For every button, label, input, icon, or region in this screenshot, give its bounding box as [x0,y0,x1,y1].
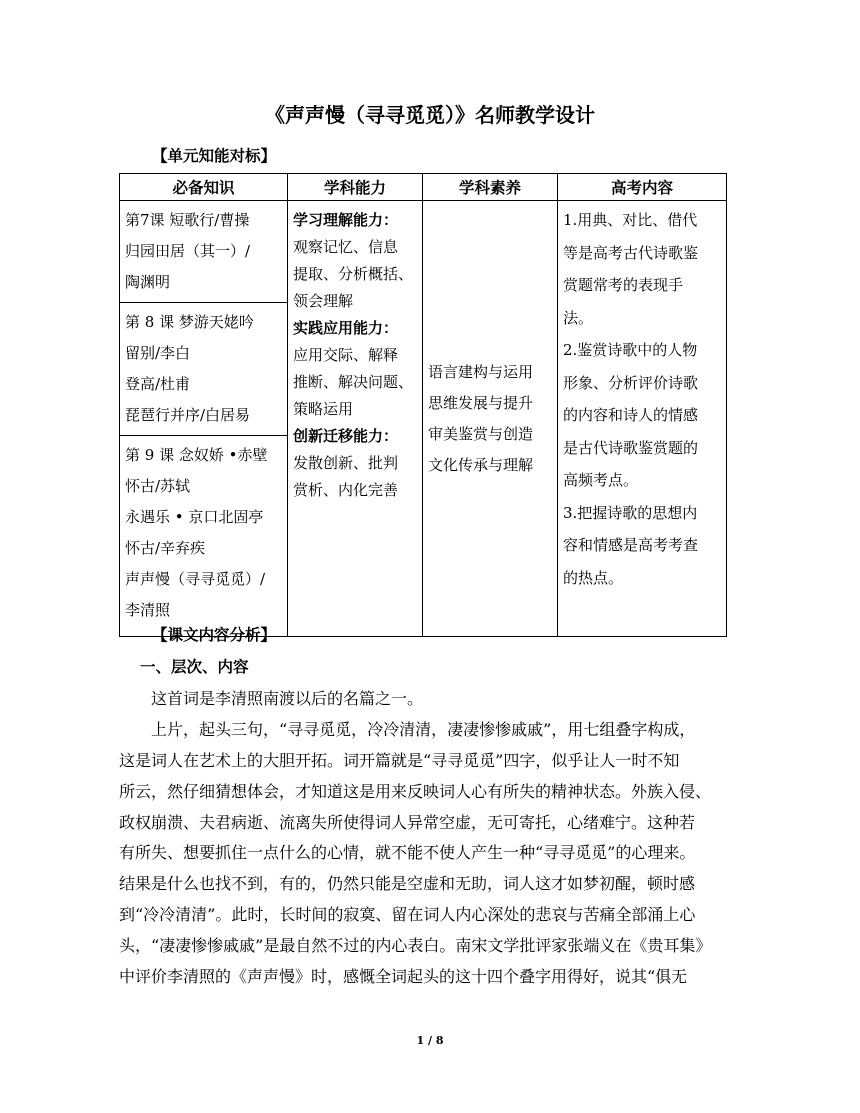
literacy-line: 文化传承与理解 [428,455,534,474]
exam-line: 的内容和诗人的情感 [563,406,699,424]
exam-line: 1.用典、对比、借代 [563,211,698,229]
ability-line: 观察记忆、信息 [293,238,399,256]
lesson-line: 怀古/辛弃疾 [125,539,206,557]
ability-heading: 创新迁移能力： [293,427,399,445]
paragraph-line: 上片，起头三句，“寻寻觅觅，冷冷清清，凄凄惨惨戚戚”，用七组叠字构成， [119,719,696,739]
exam-line: 形象、分析评价诗歌 [563,373,699,392]
header-knowledge: 必备知识 [120,174,288,201]
literacy-line: 思维发展与提升 [428,393,534,412]
exam-line: 是古代诗歌鉴赏题的 [563,438,699,457]
lesson-7-cell [120,201,288,303]
lesson-8-cell [120,303,288,436]
ability-line: 发散创新、批判 [293,454,399,472]
page-title: 《声声慢（寻寻觅觅）》名师教学设计 [265,103,595,127]
lesson-line: 登高/杜甫 [125,375,191,393]
lesson-line: 琵琶行并序/白居易 [125,406,251,424]
ability-cell [288,201,423,637]
exam-line: 2.鉴赏诗歌中的人物 [563,341,698,359]
paragraph-line: 这首词是李清照南渡以后的名篇之一。 [119,689,424,708]
literacy-cell [423,201,558,637]
ability-line: 提取、分析概括、 [293,265,414,283]
lesson-9-cell [120,436,288,637]
literacy-line: 审美鉴赏与创造 [428,424,534,443]
ability-line: 策略运用 [293,400,354,418]
paragraph-line: 有所失、想要抓住一点什么的心情，就不能不使人产生一种“寻寻觅觅”的心理来。 [119,843,696,863]
header-ability: 学科能力 [288,174,423,201]
exam-line: 容和情感是高考考查 [563,536,699,554]
page-number: 1 / 8 [416,1034,444,1047]
lesson-line: 第 9 课 念奴娇 •赤壁 [125,446,268,464]
paragraph-line: 所云，然仔细猜想体会，才知道这是用来反映词人心有所失的精神状态。外族入侵、 [119,781,712,801]
paragraph-line: 结果是什么也找不到，有的，仍然只能是空虚和无助，词人这才如梦初醒，顿时感 [119,874,696,894]
header-literacy: 学科素养 [423,174,558,201]
section-heading-unit-targets: 【单元知能对标】 [152,147,277,165]
lesson-line: 第 8 课 梦游天姥吟 [125,313,254,331]
ability-line: 赏析、内化完善 [293,481,399,499]
ability-heading: 实践应用能力： [293,319,399,337]
lesson-line: 陶渊明 [125,273,171,291]
paragraph-line: 中评价李清照的《声声慢》时，感慨全词起头的这十四个叠字用得好，说其“俱无 [119,967,688,987]
ability-line: 应用交际、解释 [293,346,399,364]
lesson-line: 归园田居（其一）/ [125,242,251,260]
lesson-line: 留别/李白 [125,344,191,362]
literacy-line: 语言建构与运用 [428,362,534,381]
exam-line: 法。 [563,308,594,327]
exam-line: 的热点。 [563,568,624,587]
table-header-row [120,174,727,201]
section-heading-text-analysis: 【课文内容分析】 [152,626,277,644]
paragraph-line: 这是词人在艺术上的大胆开拓。词开篇就是“寻寻觅觅”四字，似乎让人一时不知 [119,750,680,770]
lesson-line: 怀古/苏轼 [125,477,191,495]
exam-line: 等是高考古代诗歌鉴 [563,243,699,262]
subsection-heading: 一、层次、内容 [140,658,249,676]
ability-line: 推断、解决问题、 [293,373,414,391]
paragraph-line: 头，“凄凄惨惨戚戚”是最自然不过的内心表白。南宋文学批评家张端义在《贵耳集》 [119,936,712,956]
ability-heading: 学习理解能力： [293,211,399,229]
paragraph-line: 政权崩溃、夫君病逝、流离失所使得词人异常空虚，无可寄托，心绪难宁。这种若 [119,812,696,832]
exam-line: 高频考点。 [563,471,639,489]
exam-line: 3.把握诗歌的思想内 [563,503,698,522]
ability-line: 领会理解 [293,292,354,310]
knowledge-ability-table [119,173,727,637]
lesson-line: 李清照 [125,601,171,619]
exam-cell [558,201,727,637]
header-exam: 高考内容 [558,174,727,201]
exam-line: 赏题常考的表现手 [563,276,684,294]
lesson-line: 永遇乐 • 京口北固亭 [125,508,264,526]
table-row [120,201,727,303]
body-paragraphs [119,684,739,993]
paragraph-line: 到“冷冷清清”。此时，长时间的寂寞、留在词人内心深处的悲哀与苦痛全部涌上心 [119,905,696,925]
lesson-line: 第7课 短歌行/曹操 [125,211,250,229]
lesson-line: 声声慢（寻寻觅觅）/ [125,570,266,588]
